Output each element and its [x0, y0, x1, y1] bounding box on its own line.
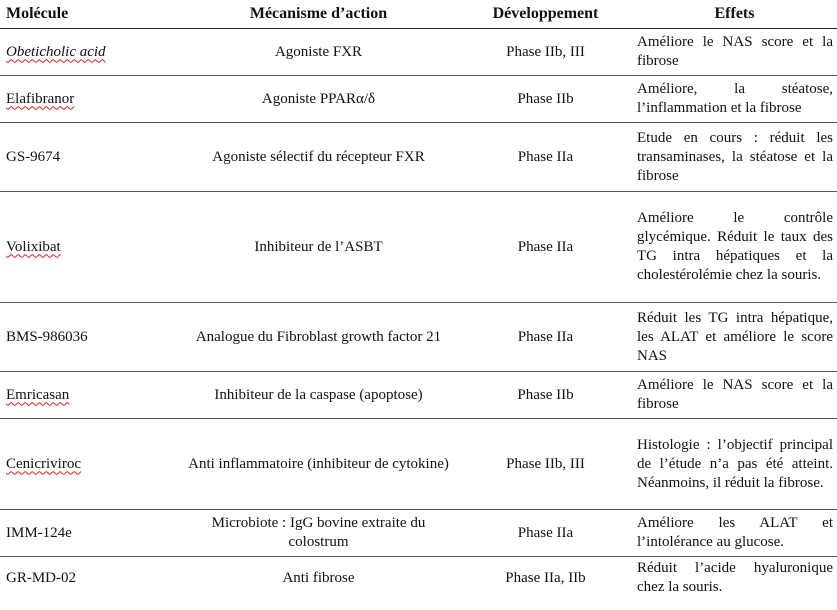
- header-developpement: Développement: [459, 0, 632, 29]
- developpement-cell: Phase IIa: [459, 123, 632, 192]
- table-row: [0, 29, 837, 76]
- table-row: [0, 303, 837, 372]
- table-row: [0, 419, 837, 510]
- developpement-cell: Phase IIb, III: [459, 419, 632, 510]
- mecanisme-cell: Agoniste FXR: [178, 29, 459, 76]
- mecanisme-cell: Microbiote : IgG bovine extraite du colostrum: [178, 510, 459, 557]
- molecule-cell: BMS-986036: [0, 303, 178, 372]
- molecule-cell: IMM-124e: [0, 510, 178, 557]
- molecule-cell: GS-9674: [0, 123, 178, 192]
- effets-cell: Améliore le contrôle glycémique. Réduit le taux des TG intra hépatiques et la cholestérolémie chez la souris.: [637, 210, 833, 283]
- developpement-cell: Phase IIa: [459, 303, 632, 372]
- effets-cell: Réduit les TG intra hépatique, les ALAT et améliore le score NAS: [637, 309, 833, 364]
- developpement-cell: Phase IIb, III: [459, 29, 632, 76]
- effets-cell: Etude en cours : réduit les transaminases, la stéatose et la fibrose: [637, 129, 833, 184]
- header-row: [0, 0, 837, 29]
- effets-cell: Améliore le NAS score et la fibrose: [637, 34, 833, 69]
- mecanisme-cell: Anti inflammatoire (inhibiteur de cytokine): [178, 419, 459, 510]
- developpement-cell: Phase IIa: [459, 510, 632, 557]
- effets-cell: Améliore les ALAT et l’intolérance au glucose.: [637, 515, 833, 550]
- developpement-cell: Phase IIb: [459, 76, 632, 123]
- effets-cell: Réduit l’acide hyaluronique chez la souris.: [637, 560, 833, 595]
- effets-cell: Histologie : l’objectif principal de l’étude n’a pas été atteint. Néanmoins, il réduit la fibrose.: [637, 436, 833, 491]
- table-row: [0, 192, 837, 303]
- header-effets: Effets: [632, 0, 837, 29]
- effets-cell: Améliore le NAS score et la fibrose: [637, 377, 833, 412]
- table-row: [0, 76, 837, 123]
- mecanisme-cell: Agoniste sélectif du récepteur FXR: [178, 123, 459, 192]
- mecanisme-cell: Agoniste PPARα/δ: [178, 76, 459, 123]
- effets-cell: Améliore, la stéatose, l’inflammation et la fibrose: [637, 81, 833, 116]
- developpement-cell: Phase IIb: [459, 372, 632, 419]
- table-row: [0, 510, 837, 557]
- header-molecule: Molécule: [0, 0, 178, 29]
- molecule-cell: GR-MD-02: [6, 569, 76, 586]
- table-row: [0, 557, 837, 600]
- developpement-cell: Phase IIa, IIb: [505, 569, 586, 586]
- molecule-cell: Obeticholic acid: [6, 43, 106, 60]
- molecule-cell: Elafibranor: [6, 90, 75, 107]
- mecanisme-cell: Anti fibrose: [282, 569, 355, 586]
- header-mecanisme: Mécanisme d’action: [178, 0, 459, 29]
- mecanisme-cell: Analogue du Fibroblast growth factor 21: [178, 303, 459, 372]
- mecanisme-cell: Inhibiteur de l’ASBT: [178, 192, 459, 303]
- developpement-cell: Phase IIa: [459, 192, 632, 303]
- table-row: [0, 372, 837, 419]
- molecule-cell: Emricasan: [6, 386, 70, 403]
- molecule-cell: Volixibat: [6, 238, 61, 255]
- molecule-cell: Cenicriviroc: [6, 455, 81, 472]
- table-row: [0, 123, 837, 192]
- mecanisme-cell: Inhibiteur de la caspase (apoptose): [178, 372, 459, 419]
